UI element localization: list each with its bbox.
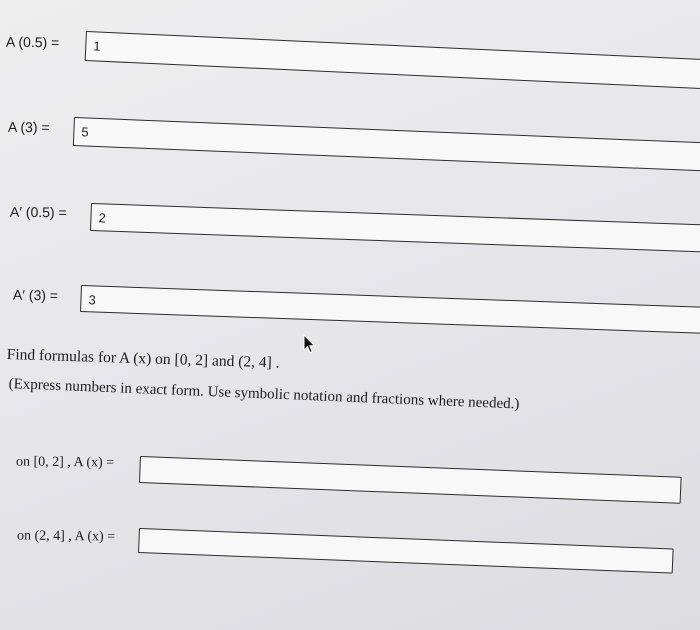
eval-label-a-3: A (3) = [7, 118, 50, 136]
eval-input-a-3-value: 5 [81, 124, 89, 140]
formula-label-interval-0-2: on [0, 2] , A (x) = [15, 454, 115, 471]
eval-input-a-prime-3[interactable] [80, 285, 700, 335]
eval-input-a-0-5[interactable] [85, 31, 700, 90]
formula-format-note: (Express numbers in exact form. Use symbolic notation and fractions where needed.) [8, 376, 520, 413]
formula-prompt: Find formulas for A (x) on [0, 2] and (2, 4] . [6, 346, 280, 372]
eval-input-a-3[interactable] [73, 117, 700, 172]
eval-label-a-prime-3: A′ (3) = [12, 286, 59, 304]
eval-label-a-0-5: A (0.5) = [5, 33, 60, 51]
mouse-pointer-icon [302, 334, 316, 354]
formula-input-interval-0-2[interactable] [139, 456, 682, 504]
eval-input-a-prime-0-5[interactable] [90, 203, 700, 253]
eval-label-a-prime-0-5: A′ (0.5) = [9, 203, 67, 221]
formula-label-interval-2-4: on (2, 4] , A (x) = [16, 528, 116, 545]
eval-input-a-0-5-value: 1 [92, 38, 101, 54]
eval-input-a-prime-0-5-value: 2 [98, 210, 106, 226]
eval-input-a-prime-3-value: 3 [88, 292, 96, 308]
formula-input-interval-2-4[interactable] [138, 528, 674, 574]
